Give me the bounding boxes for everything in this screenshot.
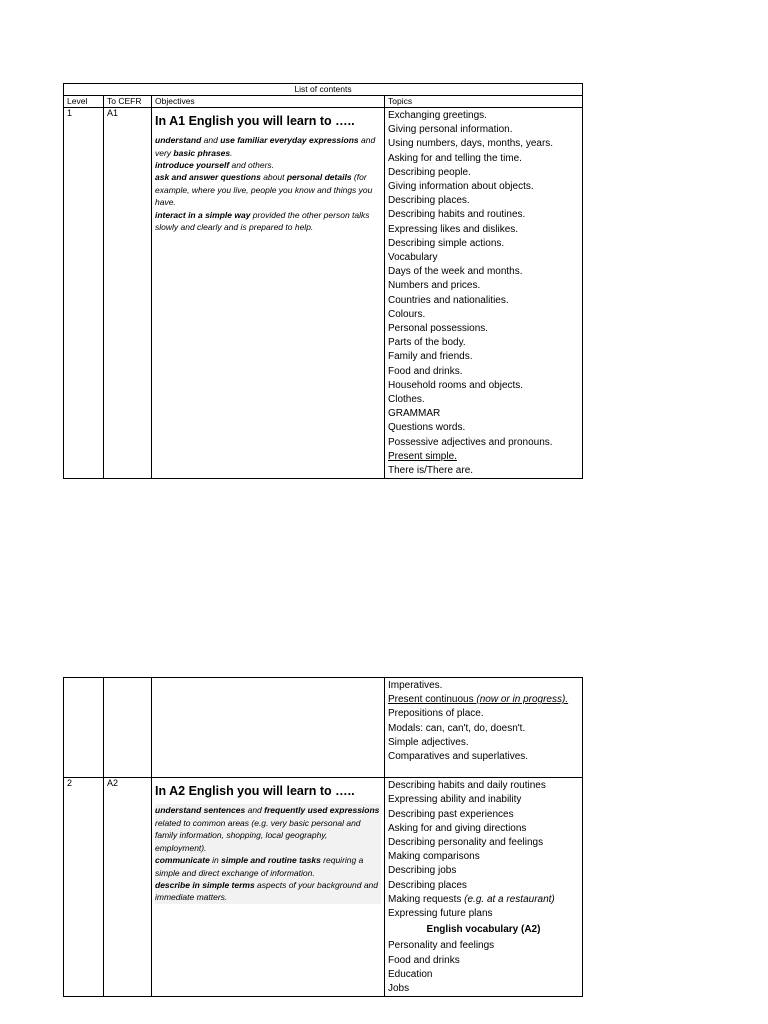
topic-item: Asking for and giving directions — [388, 822, 527, 834]
topic-item: Comparatives and superlatives. — [388, 751, 529, 763]
topic-item: Household rooms and objects. — [388, 379, 524, 391]
topic-item: There is/There are. — [388, 465, 474, 477]
objective-heading: In A1 English you will learn to ….. — [155, 114, 355, 128]
topic-item: Expressing future plans — [388, 908, 493, 920]
table-row — [64, 108, 583, 479]
level-cell: 1 — [64, 108, 104, 479]
objectives-cell — [152, 778, 385, 997]
table-row — [64, 778, 583, 997]
vocab-heading: English vocabulary (A2) — [426, 924, 541, 936]
topic-item: Simple adjectives. — [388, 736, 469, 748]
topic-item: Imperatives. — [388, 680, 443, 691]
topic-item: Expressing likes and dislikes. — [388, 223, 519, 235]
topic-item: Present simple. — [388, 450, 457, 462]
topic-item: Asking for and telling the time. — [388, 152, 522, 164]
topic-item: Questions words. — [388, 422, 466, 434]
topic-item: Parts of the body. — [388, 337, 466, 349]
topic-item: Giving personal information. — [388, 124, 513, 136]
topic-item: Countries and nationalities. — [388, 294, 509, 306]
header-level: Level — [64, 96, 104, 108]
header-cefr: To CEFR — [104, 96, 152, 108]
topic-item: Personality and feelings — [388, 940, 495, 952]
topic-item: Using numbers, days, months, years. — [388, 138, 554, 150]
topic-item: Jobs — [388, 983, 410, 995]
topics-cell — [385, 678, 583, 778]
level-cell: 2 — [64, 778, 104, 997]
objectives-cell — [152, 108, 385, 479]
topic-item: Describing simple actions. — [388, 237, 505, 249]
topic-item: Numbers and prices. — [388, 280, 481, 292]
topics-cell — [385, 778, 583, 997]
contents-table-2 — [63, 677, 583, 997]
topic-item: Prepositions of place. — [388, 708, 484, 720]
objective-item: describe in simple terms aspects of your background and immediate matters. — [155, 879, 379, 903]
objective-item: understand and use familiar everyday expressions and very basic phrases. — [155, 135, 376, 158]
topic-item: Education — [388, 968, 433, 980]
header-objectives: Objectives — [152, 96, 385, 108]
cefr-cell — [104, 678, 152, 778]
topic-item: Food and drinks. — [388, 365, 463, 377]
topic-item: Describing habits and daily routines — [388, 780, 546, 792]
objective-item: understand sentences and frequently used expressions related to common areas (e.g. very basic personal and family information, shopping, local geography, employment). — [155, 805, 380, 853]
topic-item: Clothes. — [388, 394, 425, 406]
objective-list — [155, 134, 381, 233]
objective-list — [155, 804, 381, 903]
objective-item: ask and answer questions about personal details (for example, where you live, people you know and things you have. — [155, 172, 373, 208]
topic-item: Colours. — [388, 308, 426, 320]
topic-item: Describing places — [388, 879, 467, 891]
table-title: List of contents — [64, 84, 583, 96]
topic-item: Describing people. — [388, 166, 471, 178]
topic-item: Vocabulary — [388, 252, 438, 264]
objective-item: interact in a simple way provided the other person talks slowly and clearly and is prepared to help. — [155, 209, 370, 233]
topic-item: Personal possessions. — [388, 323, 489, 335]
topic-item: Present continuous (now or in progress). — [388, 694, 569, 706]
topic-item: Expressing ability and inability — [388, 794, 522, 806]
topic-item: Making requests (e.g. at a restaurant) — [388, 893, 555, 905]
topic-item: Describing personality and feelings — [388, 837, 544, 849]
topics-cell — [385, 108, 583, 479]
cefr-cell: A2 — [104, 778, 152, 997]
topic-item: Describing places. — [388, 195, 470, 207]
topic-item: Exchanging greetings. — [388, 110, 487, 121]
topic-item: Describing past experiences — [388, 808, 514, 820]
topic-item: Days of the week and months. — [388, 266, 523, 278]
objective-heading: In A2 English you will learn to ….. — [155, 784, 355, 799]
topic-item: Describing jobs — [388, 865, 457, 877]
header-row — [64, 96, 583, 108]
topic-item: Food and drinks — [388, 954, 460, 966]
contents-table-1 — [63, 83, 583, 479]
topic-item: GRAMMAR — [388, 408, 441, 420]
topic-item: Possessive adjectives and pronouns. — [388, 436, 553, 448]
level-cell — [64, 678, 104, 778]
table-row — [64, 678, 583, 778]
header-topics: Topics — [385, 96, 583, 108]
topic-item: Giving information about objects. — [388, 181, 534, 193]
cefr-cell: A1 — [104, 108, 152, 479]
objective-item: introduce yourself and others. — [155, 160, 275, 171]
topic-item: Describing habits and routines. — [388, 209, 526, 221]
topic-item: Making comparisons — [388, 851, 480, 863]
objectives-cell — [152, 678, 385, 778]
objective-item: communicate in simple and routine tasks requiring a simple and direct exchange of information. — [155, 855, 364, 878]
topic-item: Modals: can, can't, do, doesn't. — [388, 722, 526, 734]
topic-item: Family and friends. — [388, 351, 473, 363]
